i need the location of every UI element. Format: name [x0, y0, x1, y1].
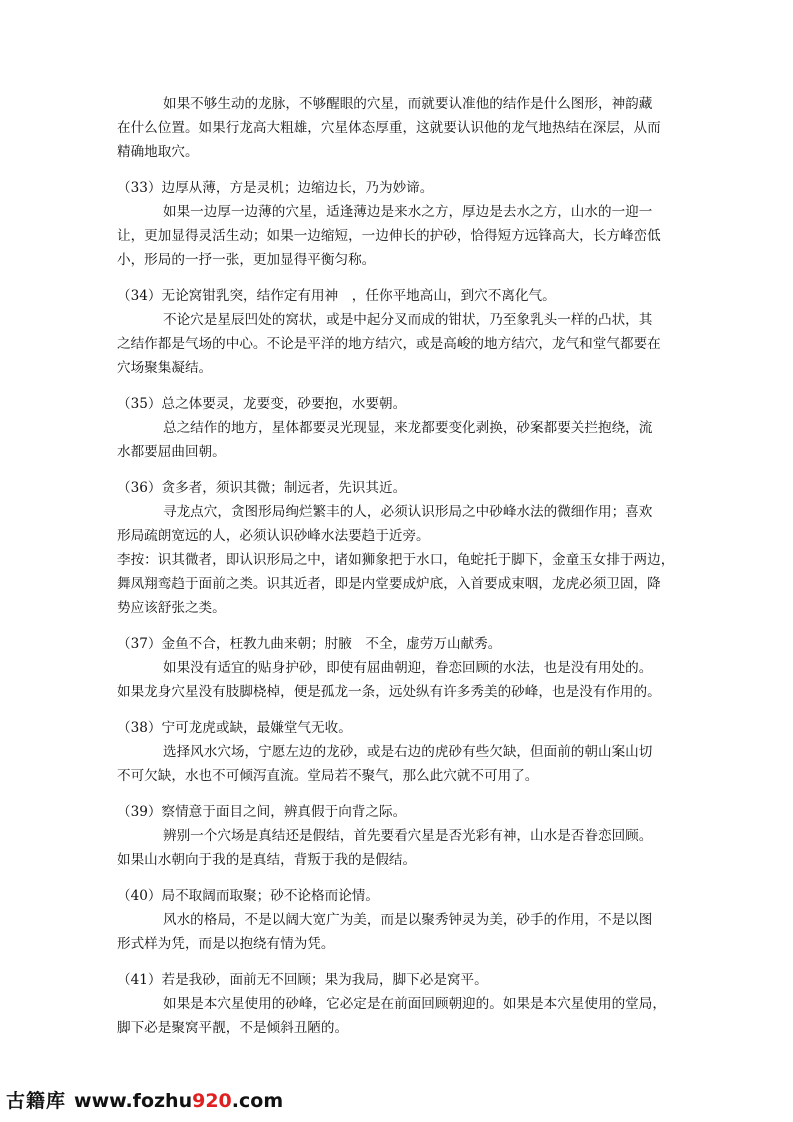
verse-section	[117, 476, 677, 620]
text-line: 如果是本穴星使用的砂峰，它必定是在前面回顾朝迎的。如果是本穴星使用的堂局，	[163, 996, 666, 1012]
text-line: 辨别一个穴场是真结还是假结，首先要看穴星是否光彩有神，山水是否眷恋回顾。	[163, 828, 653, 844]
text-line: 如果没有适宜的贴身护砂，即使有屈曲朝迎，眷恋回顾的水法，也是没有用处的。	[163, 660, 653, 676]
text-line: 精确地取穴。	[117, 144, 199, 160]
verse-heading: （36）贪多者，须识其微；制远者，先识其近。	[117, 480, 407, 496]
site-url-prefix: www.fozhu	[74, 1090, 193, 1112]
explanation-paragraph	[117, 500, 677, 548]
text-line: 形局疏朗宽远的人，必须认识砂峰水法要趋于近旁。	[117, 528, 430, 544]
verse-heading: （41）若是我砂，面前无不回顾；果为我局，脚下必是窝平。	[117, 972, 488, 988]
verse-heading: （38）宁可龙虎或缺，最嫌堂气无收。	[117, 720, 352, 736]
text-line: 在什么位置。如果行龙高大粗雄，穴星体态厚重，这就要认识他的龙气地热结在深层，从而	[117, 120, 661, 136]
text-line: 寻龙点穴，贪图形局绚烂繁丰的人，必须认识形局之中砂峰水法的微细作用；喜欢	[163, 504, 653, 520]
intro-text	[117, 92, 677, 164]
verse-section	[117, 716, 677, 788]
commentary-note	[117, 548, 677, 620]
verse-heading: （33）边厚从薄，方是灵机；边缩边长，乃为妙谛。	[117, 180, 434, 196]
verse-section	[117, 284, 677, 380]
verse-heading: （35）总之体要灵，龙要变，砂要抱，水要朝。	[117, 396, 407, 412]
verse-section	[117, 884, 677, 956]
text-line: 舞凤翔鸾趋于面前之类。识其近者，即是内堂要成炉底，入首要成束咽，龙虎必须卫固，降	[117, 576, 661, 592]
explanation-paragraph	[117, 992, 677, 1040]
text-line: 如果山水朝向于我的是真结，背叛于我的是假结。	[117, 852, 417, 868]
text-line: 不可欠缺，水也不可倾泻直流。堂局若不聚气，那么此穴就不可用了。	[117, 768, 539, 784]
explanation-paragraph	[117, 824, 677, 872]
verse-section	[117, 176, 677, 272]
text-line: 穴场聚集凝结。	[117, 360, 213, 376]
explanation-paragraph	[117, 656, 677, 704]
text-line: 势应该舒张之类。	[117, 600, 226, 616]
explanation-paragraph	[117, 200, 677, 272]
text-line: 小，形局的一抒一张，更加显得平衡匀称。	[117, 252, 376, 268]
explanation-paragraph	[117, 308, 677, 380]
verse-heading: （39）察情意于面目之间，辨真假于向背之际。	[117, 804, 407, 820]
text-line: 让，更加显得灵活生动；如果一边缩短，一边伸长的护砂，恰得短方远锋高大，长方峰峦低	[117, 228, 661, 244]
text-line: 李按：识其微者，即认识形局之中，诸如狮象把于水口，龟蛇托于脚下，金童玉女排于两边，	[117, 552, 675, 568]
text-line: 如果一边厚一边薄的穴星，适逢薄边是来水之方，厚边是去水之方，山水的一迎一	[163, 204, 653, 220]
verse-section	[117, 392, 677, 464]
text-line: 水都要屈曲回朝。	[117, 444, 226, 460]
verse-section	[117, 800, 677, 872]
verse-heading: （37）金鱼不合，枉教九曲来朝；肘腋 不全，虚劳万山献秀。	[117, 636, 502, 652]
site-url-number: 920	[192, 1090, 232, 1112]
site-brand: 古籍库	[6, 1090, 67, 1112]
text-line: 之结作都是气场的中心。不论是平洋的地方结穴，或是高峻的地方结穴，龙气和堂气都要在	[117, 336, 661, 352]
intro-paragraph	[117, 92, 677, 164]
text-line: 脚下必是聚窝平靓，不是倾斜丑陋的。	[117, 1020, 349, 1036]
sections-container	[117, 176, 677, 1040]
verse-heading: （40）局不取阔而取聚；砂不论格而论情。	[117, 888, 379, 904]
text-line: 如果龙身穴星没有肢脚桡棹，便是孤龙一条，远处纵有许多秀美的砂峰，也是没有作用的。	[117, 684, 661, 700]
text-line: 形式样为凭，而是以抱绕有情为凭。	[117, 936, 335, 952]
text-line: 总之结作的地方，星体都要灵光现显，来龙都要变化剥换，砂案都要关拦抱绕，流	[163, 420, 653, 436]
text-line: 不论穴是星辰凹处的窝状，或是中起分叉而成的钳状，乃至象乳头一样的凸状，其	[163, 312, 653, 328]
document-body	[117, 92, 677, 1052]
verse-section	[117, 632, 677, 704]
explanation-paragraph	[117, 908, 677, 956]
explanation-paragraph	[117, 416, 677, 464]
text-line: 风水的格局，不是以阔大宽广为美，而是以聚秀钟灵为美，砂手的作用，不是以图	[163, 912, 653, 928]
footer-watermark	[6, 1086, 283, 1116]
text-line: 如果不够生动的龙脉，不够醒眼的穴星，而就要认准他的结作是什么图形，神韵藏	[163, 96, 653, 112]
text-line: 选择风水穴场，宁愿左边的龙砂，或是右边的虎砂有些欠缺，但面前的朝山案山切	[163, 744, 653, 760]
site-url-suffix: .com	[231, 1090, 284, 1112]
explanation-paragraph	[117, 740, 677, 788]
verse-section	[117, 968, 677, 1040]
site-url[interactable]	[74, 1090, 283, 1112]
verse-heading: （34）无论窝钳乳突，结作定有用神 ，任你平地高山，到穴不离化气。	[117, 288, 556, 304]
